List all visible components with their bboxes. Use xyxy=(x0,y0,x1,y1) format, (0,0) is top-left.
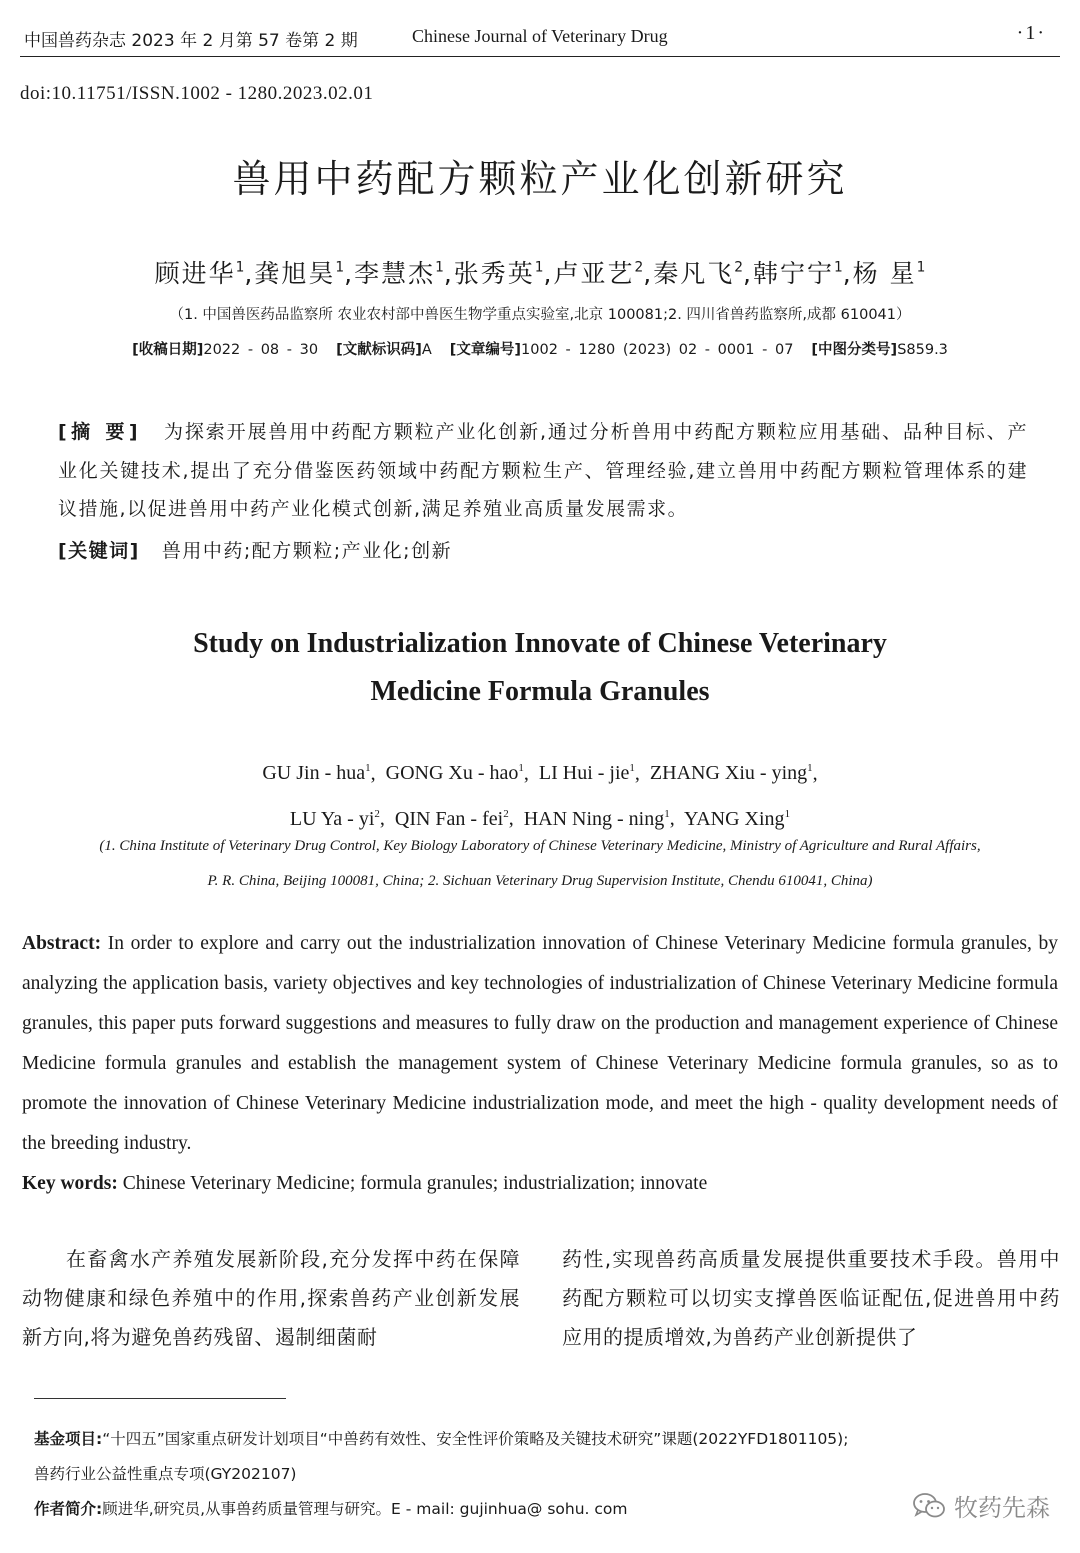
keywords-cn-text: 兽用中药;配方颗粒;产业化;创新 xyxy=(161,540,453,562)
affiliation-en-line2: P. R. China, Beijing 100081, China; 2. Sichuan Veterinary Drug Supervision Institute, Chendu 610041, China) xyxy=(207,873,873,889)
authors-en-line1: GU Jin - hua$^1$, GONG Xu - hao$^1$, LI Hui - jie$^1$, ZHANG Xiu - ying$^1$, xyxy=(262,762,818,785)
keywords-en xyxy=(22,1164,707,1204)
fund-note xyxy=(34,1422,1054,1457)
title-en-line1: Study on Industrialization Innovate of Chinese Veterinary xyxy=(193,628,887,659)
author-en: LU Ya - $yi^2$ xyxy=(289,807,380,830)
authors-en xyxy=(0,748,1080,839)
abstract-en xyxy=(22,924,1058,1164)
fund-label: 基金项目: xyxy=(34,1430,103,1448)
author-en: ZHANG Xiu - ying$^1$ xyxy=(649,762,813,785)
wechat-icon xyxy=(912,1492,946,1520)
abstract-en-label: Abstract: xyxy=(22,933,102,954)
author-note-label: 作者简介: xyxy=(34,1500,103,1518)
author-cn: 卢亚艺$^2$ xyxy=(553,259,644,288)
journal-name-cn: 中国兽药杂志 2023 年 2 月第 57 卷第 2 期 xyxy=(24,31,358,51)
author-en: YANG Xing$^1$ xyxy=(684,807,791,830)
author-en: LI Hui - jie$^1$ xyxy=(538,762,635,785)
author-note xyxy=(34,1492,1054,1527)
abstract-cn-text: 为探索开展兽用中药配方颗粒产业化创新,通过分析兽用中药配方颗粒应用基础、品种目标、产业化关键技术,提出了充分借鉴医药领域中药配方颗粒生产、管理经验,建立兽用中药配方颗粒管理体系的建议措施,以促进兽用中药产业化模式创新,满足养殖业高质量发展需求。 xyxy=(58,421,1028,520)
abstract-cn xyxy=(58,413,1028,529)
clc-label: [中图分类号] xyxy=(811,342,898,358)
fund-note-cont: 兽药行业公益性重点专项(GY202107) xyxy=(34,1465,297,1483)
doi: doi:10.11751/ISSN.1002 - 1280.2023.02.01 xyxy=(20,83,374,104)
author-cn: 杨 星$^1$ xyxy=(852,259,926,288)
author-note-text: 顾进华,研究员,从事兽药质量管理与研究。E - mail: gujinhua@ sohu. com xyxy=(102,1500,628,1518)
authors-cn: 顾进华$^1$,龚旭昊$^1$,李慧杰$^1$,张秀英$^1$,卢亚艺$^2$,秦凡飞$^2$,韩宁宁$^1$,杨 星$^1$ xyxy=(154,259,926,288)
author-en: HAN Ning - ning$^1$ xyxy=(523,807,670,830)
doc-code-label: [文献标识码] xyxy=(336,342,422,358)
clc-value: S859.3 xyxy=(897,342,948,358)
article-no-label: [文章编号] xyxy=(449,342,522,358)
keywords-cn xyxy=(58,536,452,563)
author-en: GU Jin - hua$^1$ xyxy=(262,762,371,785)
title-en xyxy=(0,620,1080,716)
abstract-cn-label: [摘 要] xyxy=(58,421,142,443)
page-number: ·1· xyxy=(1016,22,1046,44)
author-cn: 龚旭昊$^1$ xyxy=(254,259,345,288)
body-column-right: 药性,实现兽药高质量发展提供重要技术手段。兽用中药配方颗粒可以切实支撑兽医临证配伍,促进兽用中药应用的提质增效,为兽药产业创新提供了 xyxy=(562,1247,1060,1349)
abstract-en-text: In order to explore and carry out the industrialization innovation of Chinese Veterinary Medicine formula granules, by analyzing the application basis, variety objectives and key technologies of industrialization of Chinese Veterinary Medicine formula granules, this paper puts forward suggestions and measures to fully draw on the production and management experience of Chinese Medicine formula granules and establish the management system of Chinese Veterinary Medicine formula granules, so as to promote the innovation of Chinese Veterinary Medicine industrialization mode, and meet the high - quality development needs of the breeding industry. xyxy=(22,933,1058,1154)
author-cn: 秦凡飞$^2$ xyxy=(653,259,743,288)
affiliation-en-line1: (1. China Institute of Veterinary Drug Control, Key Biology Laboratory of Chinese Veterinary Medicine, Ministry of Agriculture and Rural Affairs, xyxy=(99,838,981,854)
doc-code-value: A xyxy=(421,342,432,358)
affiliation-en xyxy=(0,829,1080,899)
fund-text: “十四五”国家重点研发计划项目“中兽药有效性、安全性评价策略及关键技术研究”课题(2022YFD1801105); xyxy=(102,1430,849,1448)
author-cn: 李慧杰$^1$ xyxy=(354,259,444,288)
footnote-divider xyxy=(34,1398,286,1399)
title-cn: 兽用中药配方颗粒产业化创新研究 xyxy=(232,157,848,201)
author-cn: 顾进华$^1$ xyxy=(154,259,245,288)
keywords-en-label: Key words: xyxy=(22,1173,118,1194)
page-header xyxy=(20,16,1060,57)
footnotes xyxy=(34,1422,1054,1527)
watermark xyxy=(912,1488,1050,1523)
keywords-cn-label: [关键词] xyxy=(58,540,140,562)
article-meta-cn xyxy=(0,338,1080,359)
keywords-en-text: Chinese Veterinary Medicine; formula granules; industrialization; innovate xyxy=(122,1173,708,1194)
affiliation-cn: （1. 中国兽医药品监察所 农业农村部中兽医生物学重点实验室,北京 100081;2. 四川省兽药监察所,成都 610041） xyxy=(169,307,911,323)
author-cn: 韩宁宁$^1$ xyxy=(752,259,843,288)
received-value: 2022 - 08 - 30 xyxy=(203,342,319,358)
article-no-value: 1002 - 1280 (2023) 02 - 0001 - 07 xyxy=(521,342,794,358)
title-en-line2: Medicine Formula Granules xyxy=(370,676,710,707)
author-en: QIN Fan - fei$^2$ xyxy=(394,807,509,830)
author-cn: 张秀英$^1$ xyxy=(453,259,544,288)
body-column-left: 在畜禽水产养殖发展新阶段,充分发挥中药在保障动物健康和绿色养殖中的作用,探索兽药产业创新发展新方向,将为避免兽药残留、遏制细菌耐 xyxy=(22,1247,520,1349)
authors-en-line2: LU Ya - $yi^2$, QIN Fan - fei$^2$, HAN Ning - ning$^1$, YANG Xing$^1$ xyxy=(289,807,791,830)
received-label: [收稿日期] xyxy=(132,342,204,358)
watermark-text: 牧药先森 xyxy=(954,1494,1050,1522)
journal-name-en: Chinese Journal of Veterinary Drug xyxy=(412,26,668,46)
author-en: GONG Xu - hao$^1$ xyxy=(385,762,524,785)
